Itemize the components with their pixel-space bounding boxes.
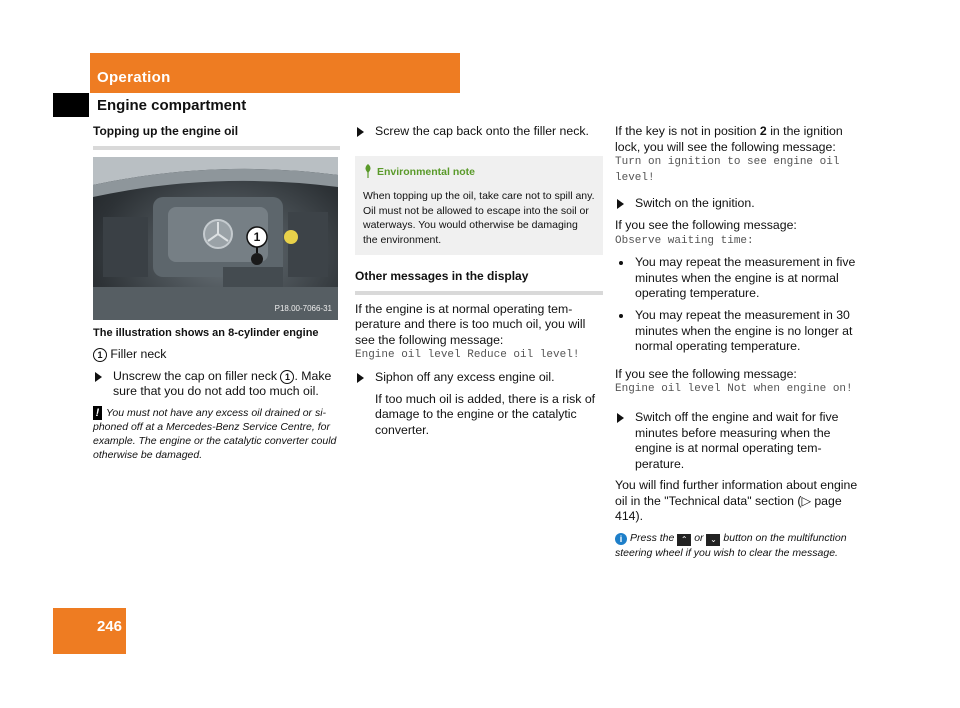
photo-caption: The illustration shows an 8-cylinder engine: [93, 326, 319, 339]
list-item: [615, 255, 865, 302]
environmental-note-title: [363, 164, 595, 180]
step-text: Switch off the engine and wait for five minutes before measuring when the engine is at normal operating temperature.: [635, 409, 839, 471]
paragraph: If you see the following message:: [615, 366, 797, 381]
instruction-step: [615, 410, 865, 472]
paragraph-text: If the key is not in position: [615, 124, 757, 138]
leaf-icon: [363, 164, 373, 178]
paragraph: If you see the following message:: [615, 217, 797, 232]
step-arrow-icon: [357, 373, 364, 383]
bullet-icon: [619, 314, 623, 318]
column-right: [615, 124, 865, 560]
info-icon: i: [615, 533, 627, 545]
section-tab-marker: [53, 93, 89, 117]
legend-label: Filler neck: [110, 347, 167, 362]
warning-text: You must not have any excess oil drained or siphoned off at a Mercedes-Benz Service Centre, for example. The engine or the catalytic converter could otherwise be damaged.: [93, 406, 337, 461]
page-title: Engine compartment: [97, 97, 247, 114]
step-text: Screw the cap back onto the filler neck.: [375, 124, 589, 138]
key-position: 2: [759, 124, 767, 138]
list-item-text: You may repeat the measurement in five minutes when the engine is at normal operating temperature.: [635, 255, 856, 301]
section-title: Operation: [97, 69, 171, 86]
paragraph: You will find further information about engine oil in the "Technical data" section (▷ page 414).: [615, 478, 858, 524]
section-heading-other-messages: Other messages in the display: [355, 269, 603, 295]
paragraph: If the engine is at normal operating temperature and there is too much oil, you will see the following message:: [355, 301, 586, 347]
paragraph: If too much oil is added, there is a risk of damage to the engine or the catalytic converter.: [375, 391, 596, 437]
section-heading-topping-up: Topping up the engine oil: [93, 124, 340, 150]
warning-note: [93, 406, 340, 462]
step-text: . Make sure that you do not add too much oil.: [113, 368, 332, 399]
paragraph-text: in the ignition lock, you will see the following message:: [615, 124, 843, 154]
info-text: button on the multifunction steering wheel if you wish to clear the message.: [615, 532, 847, 560]
page-number: 246: [96, 618, 122, 635]
display-message: Turn on ignition to see engine oil level!: [615, 156, 840, 184]
bullet-icon: [619, 261, 623, 265]
callout-number: 1: [280, 370, 294, 384]
instruction-step: [355, 124, 603, 140]
list-item: [615, 308, 865, 355]
step-text: Siphon off any excess engine oil.: [375, 370, 555, 385]
photo-reference: P18.00-7066-31: [274, 304, 332, 313]
warning-icon: !: [93, 406, 102, 420]
info-note: [615, 531, 865, 560]
callout-number: 1: [93, 348, 107, 362]
instruction-step: [93, 369, 340, 400]
info-text: Press the: [630, 532, 675, 545]
step-arrow-icon: [95, 372, 102, 382]
step-text: Switch on the ignition.: [635, 196, 755, 211]
step-text: Unscrew the cap on filler neck: [113, 368, 278, 383]
display-message: Engine oil level Reduce oil level!: [355, 349, 580, 362]
column-middle: [355, 124, 603, 444]
step-arrow-icon: [357, 127, 364, 137]
instruction-step: [615, 196, 865, 212]
page-number-box: [53, 608, 126, 654]
env-title-text: Environmental note: [377, 165, 476, 178]
display-message: Engine oil level Not when engine on!: [615, 383, 853, 396]
engine-illustration: [93, 157, 338, 320]
environmental-note-text: When topping up the oil, take care not to spill any. Oil must not be allowed to escape into the soil or waterways. You would otherwise be damaging the environment.: [363, 190, 595, 246]
column-left: [93, 124, 340, 462]
down-button-icon: ⌄: [706, 534, 720, 546]
display-message: Observe waiting time:: [615, 234, 754, 247]
step-arrow-icon: [617, 199, 624, 209]
instruction-step: [355, 370, 603, 386]
legend-item: [93, 347, 340, 363]
list-item-text: You may repeat the measurement in 30 minutes when the engine is no longer at normal operating temperature.: [635, 307, 853, 354]
info-text: or: [694, 532, 704, 545]
paragraph: [615, 124, 865, 155]
engine-photo: [93, 157, 338, 320]
step-arrow-icon: [617, 413, 624, 423]
callout-number: 1: [253, 229, 261, 244]
environmental-note: [355, 156, 603, 256]
up-button-icon: ⌃: [677, 534, 691, 546]
